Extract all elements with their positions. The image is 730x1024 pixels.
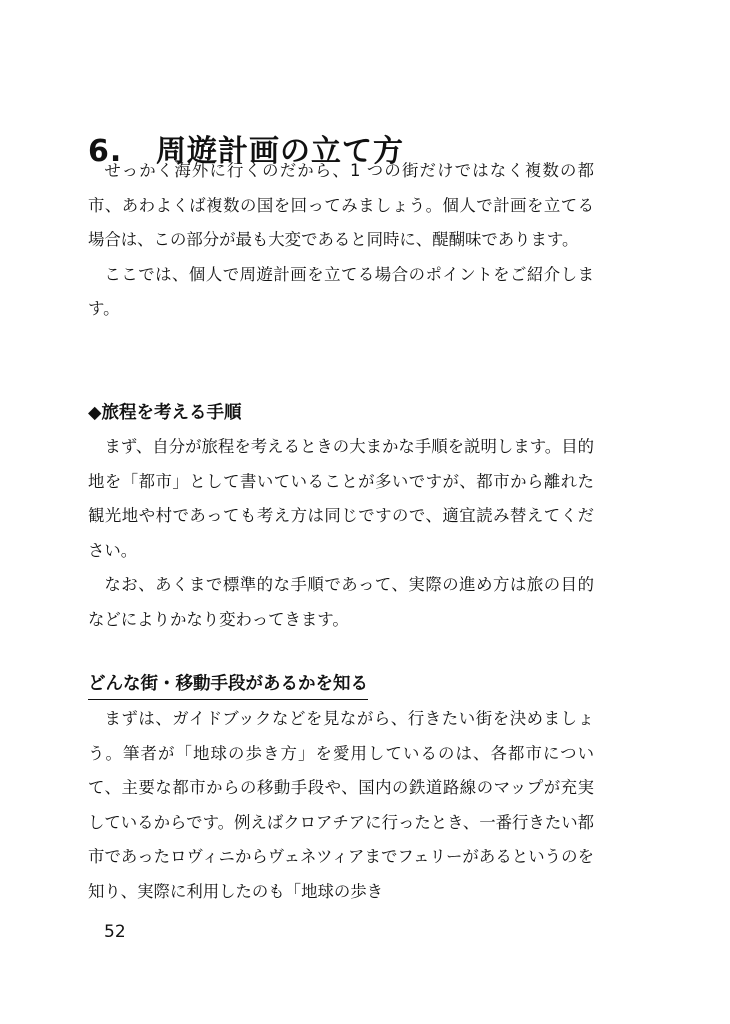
- page-number: 52: [104, 922, 126, 942]
- chapter-number: 6.: [88, 134, 123, 170]
- section-heading: ◆旅程を考える手順: [88, 403, 242, 423]
- section-paragraph-1: まず、自分が旅程を考えるときの大まかな手順を説明します。目的地を「都市」として書いていることが多いですが、都市から離れた観光地や村であっても考え方は同じですので、適宜読み替えてください。: [88, 437, 594, 560]
- section-paragraph-2: なお、あくまで標準的な手順であって、実際の進め方は旅の目的などによりかなり変わってきます。: [88, 575, 594, 629]
- intro-paragraph-2: ここでは、個人で周遊計画を立てる場合のポイントをご紹介します。: [88, 264, 594, 319]
- subsection-block: [88, 670, 594, 910]
- section-block: [88, 396, 594, 638]
- subsection-heading: どんな街・移動手段があるかを知る: [88, 670, 368, 700]
- intro-paragraph-1: せっかく海外に行くのだから、1 つの街だけではなく複数の都市、あわよくば複数の国を回ってみましょう。個人で計画を立てる場合は、この部分が最も大変であると同時に、醍醐味であります。: [88, 161, 594, 250]
- chapter-title-text: 周遊計画の立て方: [156, 134, 404, 170]
- subsection-paragraph-1: まずは、ガイドブックなどを見ながら、行きたい街を決めましょう。筆者が「地球の歩き方」を愛用しているのは、各都市について、主要な都市からの移動手段や、国内の鉄道路線のマップが充実しているからです。例えばクロアチアに行ったとき、一番行きたい都市であったロヴィニからヴェネツィアまでフェリーがあるというのを知り、実際に利用したのも「地球の歩き: [88, 709, 594, 901]
- intro-block: [88, 154, 594, 327]
